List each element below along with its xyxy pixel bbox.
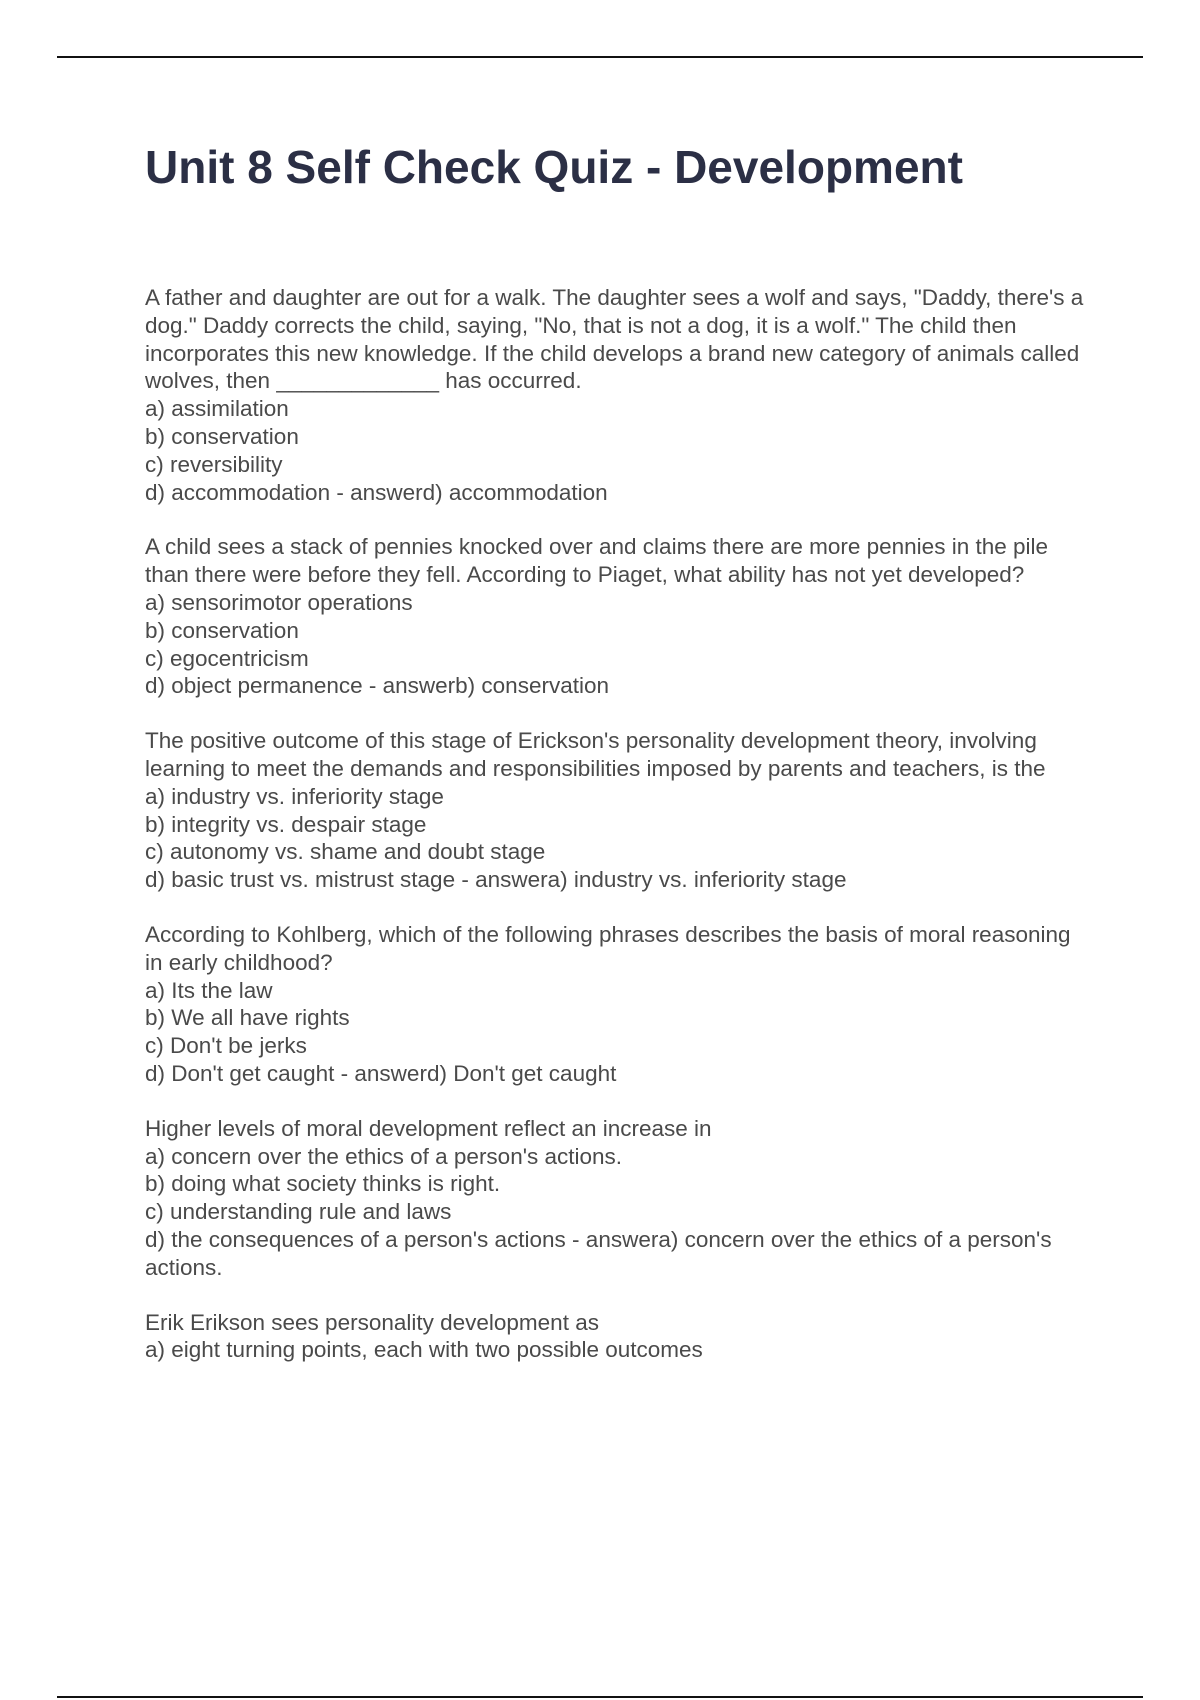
question-6-option-a: a) eight turning points, each with two possible outcomes xyxy=(145,1337,703,1363)
question-2-option-b: b) conservation xyxy=(145,617,299,643)
question-4-stem: According to Kohlberg, which of the following phrases describes the basis of moral reasoning in early childhood? xyxy=(145,921,1071,975)
question-2-stem: A child sees a stack of pennies knocked over and claims there are more pennies in the pile than there were before they fell. According to Piaget, what ability has not yet developed? xyxy=(145,534,1049,588)
question-2-option-c: c) egocentricism xyxy=(145,645,309,671)
question-2-option-d: d) object permanence - answerb) conservation xyxy=(145,673,609,699)
question-list xyxy=(145,284,1085,1391)
question-3-stem: The positive outcome of this stage of Erickson's personality development theory, involving learning to meet the demands and responsibilities imposed by parents and teachers, is the xyxy=(145,728,1046,781)
question-4-option-c: c) Don't be jerks xyxy=(145,1033,307,1059)
question-5-option-a: a) concern over the ethics of a person's actions. xyxy=(145,1143,623,1169)
question-4-option-d: d) Don't get caught - answerd) Don't get caught xyxy=(145,1060,617,1086)
question-5 xyxy=(145,1115,1085,1282)
question-5-option-d: d) the consequences of a person's actions - answera) concern over the ethics of a person's actions. xyxy=(145,1226,1052,1280)
question-5-stem: Higher levels of moral development reflect an increase in xyxy=(145,1115,712,1141)
question-3-option-d: d) basic trust vs. mistrust stage - answera) industry vs. inferiority stage xyxy=(145,867,847,893)
question-1-option-c: c) reversibility xyxy=(145,451,283,477)
question-6-stem: Erik Erikson sees personality development as xyxy=(145,1309,599,1335)
question-4-option-b: b) We all have rights xyxy=(145,1005,350,1031)
question-2-option-a: a) sensorimotor operations xyxy=(145,589,413,615)
question-5-option-c: c) understanding rule and laws xyxy=(145,1199,452,1225)
question-3-option-b: b) integrity vs. despair stage xyxy=(145,811,427,837)
question-5-option-b: b) doing what society thinks is right. xyxy=(145,1171,501,1197)
question-1-stem: A father and daughter are out for a walk. The daughter sees a wolf and says, "Daddy, there's a dog." Daddy corrects the child, saying, "No, that is not a dog, it is a wolf." The child then incorporates this new knowledge. If the child develops a brand new category of animals called wolves, then _____________ has occurred. xyxy=(145,285,1084,394)
top-rule xyxy=(57,56,1143,58)
question-1-option-d: d) accommodation - answerd) accommodation xyxy=(145,479,608,505)
question-6 xyxy=(145,1309,1085,1365)
question-3-option-a: a) industry vs. inferiority stage xyxy=(145,783,444,809)
question-3 xyxy=(145,727,1085,894)
document-title: Unit 8 Self Check Quiz - Development xyxy=(145,141,963,193)
question-1-option-a: a) assimilation xyxy=(145,396,289,422)
question-2 xyxy=(145,533,1085,700)
question-3-option-c: c) autonomy vs. shame and doubt stage xyxy=(145,839,546,865)
question-4 xyxy=(145,921,1085,1088)
question-4-option-a: a) Its the law xyxy=(145,977,273,1003)
question-1-option-b: b) conservation xyxy=(145,423,299,449)
bottom-rule xyxy=(57,1696,1143,1698)
question-1 xyxy=(145,284,1085,506)
